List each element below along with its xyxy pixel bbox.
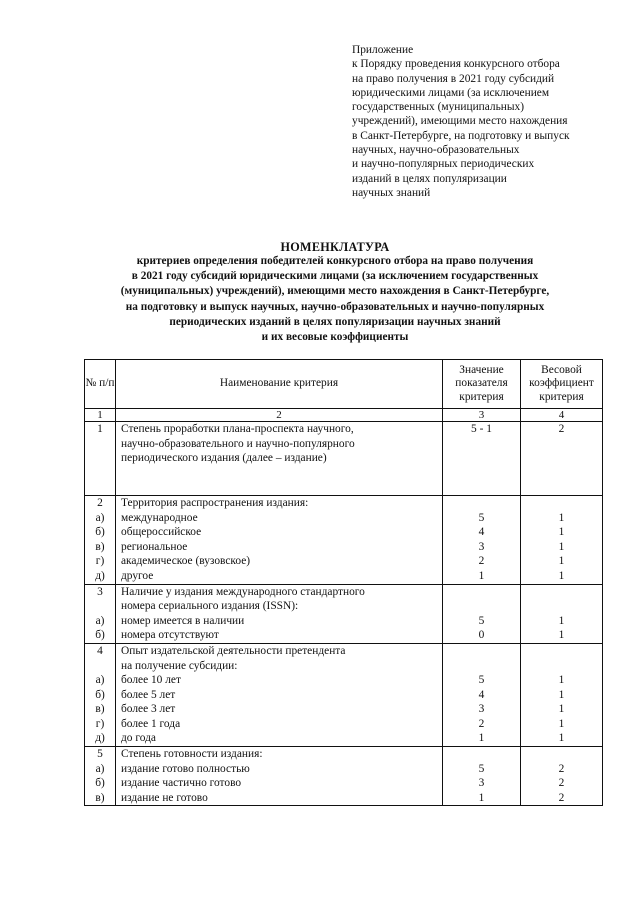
cell-spacer bbox=[443, 437, 520, 452]
appendix-line: научных знаний bbox=[352, 186, 431, 199]
criterion-value-cell bbox=[443, 422, 521, 496]
cell-line: издание не готово bbox=[121, 791, 208, 804]
cell-line: 1 bbox=[97, 423, 103, 435]
cell-line: 1 bbox=[558, 569, 565, 582]
cell-line: Опыт издательской деятельности претендента bbox=[121, 644, 346, 657]
header-no: № п/п bbox=[85, 360, 116, 409]
subtitle-line: критериев определения победителей конкурсного отбора на право получения bbox=[136, 255, 534, 267]
cell-line: г) bbox=[95, 717, 105, 730]
table-row bbox=[85, 643, 603, 746]
cell-line: издание частично готово bbox=[121, 777, 242, 790]
cell-line: номера сериального издания (ISSN): bbox=[121, 600, 299, 613]
cell-line: 1 bbox=[558, 629, 565, 642]
cell-line: 1 bbox=[558, 674, 565, 687]
cell-line: 1 bbox=[558, 614, 565, 627]
cell-line: более 5 лет bbox=[121, 688, 176, 701]
cell-line: 2 bbox=[478, 555, 485, 568]
cell-line: Наличие у издания международного стандартного bbox=[121, 585, 365, 598]
appendix-line: научных, научно-образовательных bbox=[352, 144, 520, 157]
cell-spacer bbox=[443, 466, 520, 481]
cell-line: 3 bbox=[478, 703, 485, 716]
cell-line bbox=[521, 599, 602, 614]
cell-line: Степень готовности издания: bbox=[121, 748, 263, 761]
cell-line bbox=[85, 659, 115, 674]
cell-line: в) bbox=[95, 703, 105, 716]
row-number-cell bbox=[85, 584, 116, 643]
criterion-value-cell bbox=[443, 643, 521, 746]
cell-spacer bbox=[85, 466, 115, 481]
row-number-cell bbox=[85, 747, 116, 806]
row-number-cell bbox=[85, 422, 116, 496]
cell-spacer bbox=[85, 480, 115, 495]
cell-line: 2 bbox=[558, 791, 565, 804]
cell-line: 0 bbox=[478, 629, 485, 642]
criterion-value-cell bbox=[443, 584, 521, 643]
criterion-value-cell bbox=[443, 747, 521, 806]
subtitle-line: (муниципальных) учреждений), имеющими место нахождения в Санкт-Петербурге, bbox=[120, 285, 550, 298]
cell-spacer bbox=[116, 466, 442, 481]
cell-spacer bbox=[521, 451, 602, 466]
header-value: Значение показателя критерия bbox=[443, 360, 521, 409]
cell-line: 5 bbox=[478, 762, 485, 775]
cell-line bbox=[443, 747, 520, 762]
criterion-weight-cell bbox=[521, 422, 603, 496]
appendix-line: в Санкт-Петербурге, на подготовку и выпуск bbox=[352, 129, 570, 142]
header-name: Наименование критерия bbox=[116, 360, 443, 409]
cell-spacer bbox=[443, 480, 520, 495]
cell-line bbox=[443, 659, 520, 674]
criterion-weight-cell bbox=[521, 495, 603, 584]
appendix-note bbox=[352, 43, 632, 200]
cell-line: г) bbox=[95, 555, 105, 568]
cell-line: 1 bbox=[558, 732, 565, 745]
criterion-name-cell bbox=[116, 643, 443, 746]
criterion-name-cell bbox=[116, 495, 443, 584]
cell-line bbox=[521, 585, 602, 600]
cell-line: 2 bbox=[558, 423, 565, 435]
cell-spacer bbox=[521, 480, 602, 495]
cell-line: 1 bbox=[558, 688, 565, 701]
cell-line: номера отсутствуют bbox=[121, 629, 219, 642]
column-number-row bbox=[85, 409, 603, 422]
cell-line: региональное bbox=[121, 540, 188, 553]
cell-line bbox=[443, 496, 520, 511]
cell-line: 1 bbox=[478, 732, 485, 745]
criterion-name-cell bbox=[116, 422, 443, 496]
cell-line: 2 bbox=[478, 717, 485, 730]
cell-spacer bbox=[521, 466, 602, 481]
cell-line: Степень проработки плана-проспекта научного, bbox=[121, 423, 354, 435]
cell-line: б) bbox=[95, 526, 105, 539]
cell-line: 5 bbox=[478, 674, 485, 687]
cell-line: 2 bbox=[97, 496, 103, 509]
appendix-line: юридическими лицами (за исключением bbox=[352, 86, 550, 99]
cell-line: более 1 года bbox=[121, 717, 181, 730]
subtitle-line: в 2021 году субсидий юридическими лицами (за исключением государственных bbox=[131, 270, 539, 283]
cell-line: издание готово полностью bbox=[121, 762, 250, 775]
cell-line: Территория распространения издания: bbox=[121, 496, 309, 509]
cell-line bbox=[521, 496, 602, 511]
cell-line: периодического издания (далее – издание) bbox=[121, 452, 327, 465]
cell-line: 1 bbox=[558, 540, 565, 553]
cell-line: академическое (вузовское) bbox=[121, 555, 251, 568]
table-header-row bbox=[85, 360, 603, 409]
header-weight: Весовой коэффициент критерия bbox=[521, 360, 603, 409]
cell-line: а) bbox=[95, 614, 105, 627]
document-title-block bbox=[80, 240, 590, 345]
cell-line: 5 bbox=[478, 614, 485, 627]
cell-line: 3 bbox=[97, 585, 103, 598]
cell-line: 5 bbox=[478, 511, 485, 524]
cell-line: 4 bbox=[478, 688, 485, 701]
cell-line: в) bbox=[95, 791, 105, 804]
cell-line bbox=[443, 644, 520, 659]
cell-line bbox=[443, 585, 520, 600]
cell-line: на получение субсидии: bbox=[121, 659, 238, 672]
cell-line: 1 bbox=[558, 511, 565, 524]
cell-line: 4 bbox=[478, 526, 485, 539]
cell-line: 1 bbox=[478, 569, 485, 582]
table-row bbox=[85, 422, 603, 496]
cell-line: а) bbox=[95, 674, 105, 687]
subtitle-line: и их весовые коэффициенты bbox=[261, 331, 409, 344]
cell-line: более 10 лет bbox=[121, 674, 181, 687]
subtitle-line: периодических изданий в целях популяризации научных знаний bbox=[169, 315, 501, 328]
criterion-name-cell bbox=[116, 747, 443, 806]
cell-line: 4 bbox=[97, 644, 103, 657]
table-row bbox=[85, 495, 603, 584]
cell-line: более 3 лет bbox=[121, 703, 176, 716]
cell-line: 2 bbox=[558, 762, 565, 775]
cell-line: до года bbox=[121, 732, 156, 745]
row-number-cell bbox=[85, 495, 116, 584]
criteria-table bbox=[84, 359, 603, 806]
cell-line: 1 bbox=[558, 717, 565, 730]
criterion-value-cell bbox=[443, 495, 521, 584]
cell-line: 5 - 1 bbox=[471, 423, 492, 435]
column-number: 1 bbox=[85, 409, 116, 422]
cell-line bbox=[85, 599, 115, 614]
cell-spacer bbox=[443, 451, 520, 466]
cell-line: 1 bbox=[558, 555, 565, 568]
cell-line: 1 bbox=[478, 791, 485, 804]
table-row bbox=[85, 747, 603, 806]
appendix-line: учреждений), имеющими место нахождения bbox=[352, 115, 568, 128]
cell-line: международное bbox=[121, 511, 198, 524]
cell-line bbox=[443, 599, 520, 614]
document-subtitle bbox=[80, 254, 590, 345]
appendix-line: и научно-популярных периодических bbox=[352, 158, 535, 171]
cell-line: 5 bbox=[97, 748, 103, 761]
appendix-line: государственных (муниципальных) bbox=[352, 101, 525, 114]
cell-line bbox=[521, 659, 602, 674]
cell-line: 1 bbox=[558, 703, 565, 716]
cell-line: другое bbox=[121, 569, 154, 582]
cell-line: научно-образовательного и научно-популярного bbox=[121, 437, 355, 450]
cell-line: д) bbox=[95, 569, 105, 582]
cell-line: а) bbox=[95, 511, 105, 524]
criterion-weight-cell bbox=[521, 747, 603, 806]
cell-line: номер имеется в наличии bbox=[121, 614, 245, 627]
row-number-cell bbox=[85, 643, 116, 746]
cell-line: д) bbox=[95, 732, 105, 745]
cell-line: б) bbox=[95, 629, 105, 642]
cell-line bbox=[521, 644, 602, 659]
cell-spacer bbox=[116, 480, 442, 495]
cell-spacer bbox=[521, 437, 602, 452]
cell-line: общероссийское bbox=[121, 526, 202, 539]
appendix-line: Приложение bbox=[352, 44, 414, 56]
subtitle-line: на подготовку и выпуск научных, научно-образовательных и научно-популярных bbox=[125, 300, 545, 313]
table-row bbox=[85, 584, 603, 643]
cell-line: б) bbox=[95, 688, 105, 701]
criterion-weight-cell bbox=[521, 584, 603, 643]
column-number: 2 bbox=[116, 409, 443, 422]
cell-line bbox=[521, 747, 602, 762]
cell-line: а) bbox=[95, 762, 105, 775]
criterion-weight-cell bbox=[521, 643, 603, 746]
appendix-line: изданий в целях популяризации bbox=[352, 172, 507, 185]
cell-spacer bbox=[85, 451, 115, 466]
criterion-name-cell bbox=[116, 584, 443, 643]
cell-line: 2 bbox=[558, 777, 565, 790]
column-number: 4 bbox=[521, 409, 603, 422]
cell-line: 3 bbox=[478, 540, 485, 553]
document-title: НОМЕНКЛАТУРА bbox=[280, 240, 390, 254]
cell-line: б) bbox=[95, 777, 105, 790]
cell-spacer bbox=[85, 437, 115, 452]
cell-line: 3 bbox=[478, 777, 485, 790]
cell-line: 1 bbox=[558, 526, 565, 539]
column-number: 3 bbox=[443, 409, 521, 422]
appendix-line: к Порядку проведения конкурсного отбора bbox=[352, 58, 560, 71]
appendix-line: на право получения в 2021 году субсидий bbox=[352, 72, 555, 85]
cell-line: в) bbox=[95, 540, 105, 553]
